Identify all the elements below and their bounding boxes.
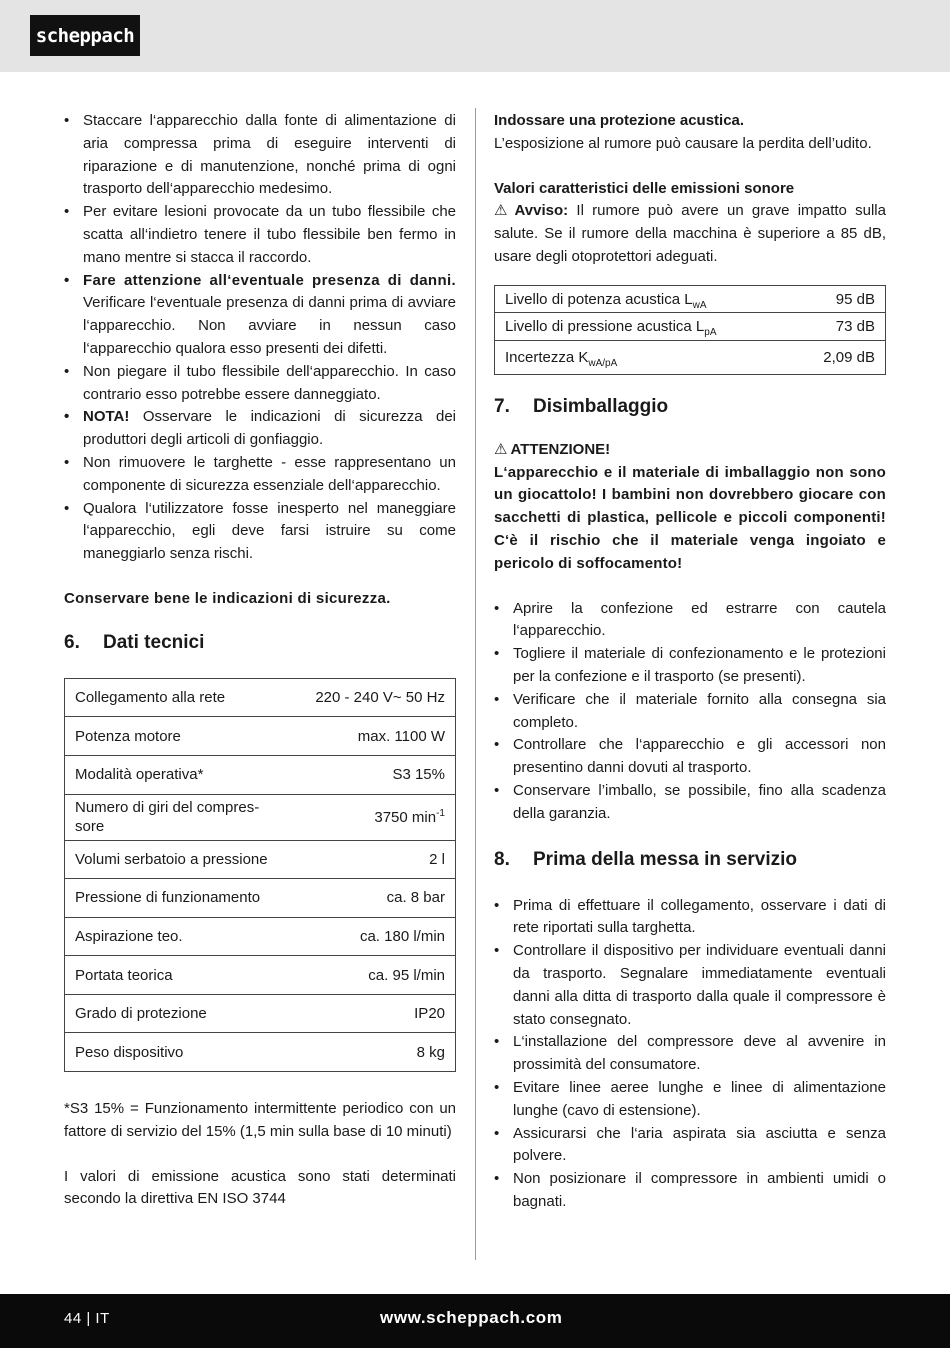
page-footer [0,1294,950,1348]
unpacking-list [494,598,886,826]
list-item: • Controllare il dispositivo per individuare eventuali danni da trasporto. Segnalare immediatamente eventuali danni alla ditta di trasporto dalla quale il compressore è stato consegnato. [494,940,886,1031]
table-row: Aspirazione teo. ca. 180 l/min [65,917,456,956]
list-item: • Fare attenzione all‘eventuale presenza di danni. Verificare l‘eventuale presenza di danni prima di avviare l‘apparecchio. Non avviare in nessun caso l‘apparecchio qualora esso presenti dei difetti. [64,270,456,361]
list-item: • Qualora l‘utilizzatore fosse inesperto nel maneggiare l‘apparecchio, egli deve farsi istruire su come maneggiarlo senza rischi. [64,498,456,566]
attention-text: L‘apparecchio e il materiale di imballaggio non sono un giocattolo! I bambini non dovrebbero giocare con sacchetti di plastica, pellicole e piccoli componenti! C‘è il rischio che il materiale venga ingoiato e pericolo di soffocamento! [494,463,886,572]
list-item: • Assicurarsi che l‘aria aspirata sia asciutta e senza polvere. [494,1123,886,1169]
website-link[interactable]: www.scheppach.com [380,1308,563,1327]
list-item: • Staccare l‘apparecchio dalla fonte di alimentazione di aria compressa prima di eseguire interventi di riparazione e di manutenzione, nonché prima di ogni trasporto dell‘apparecchio medesimo. [64,110,456,201]
table-row: Livello di potenza acustica $L_{wA}$ 95 dB [495,285,886,313]
list-item: • Conservare l’imballo, se possibile, fino alla scadenza della garanzia. [494,780,886,826]
list-item: • Non rimuovere le targhette - esse rappresentano un componente di sicurezza essenziale dell‘apparecchio. [64,452,456,498]
technical-data-table [64,678,456,1072]
scheppach-logo: scheppach [30,15,140,56]
section-6-heading: 6. Dati tecnici [64,631,205,653]
warning-triangle-icon: ⚠ [494,440,508,458]
hearing-protection-title: Indossare una protezione acustica. [494,112,745,129]
table-row: Incertezza $K_{wA/pA}$ 2,09 dB [495,340,886,374]
noise-values-title: Valori caratteristici delle emissioni sonore [494,179,795,197]
list-item: • Per evitare lesioni provocate da un tubo flessibile che scatta all‘indietro tenere il tubo flessibile ben fermo in mano mentre si stacca il raccordo. [64,201,456,269]
table-row: Volumi serbatoio a pressione 2 l [65,840,456,879]
table-row: Livello di pressione acustica $L_{pA}$ 73 dB [495,313,886,341]
list-item: • Prima di effettuare il collegamento, osservare i dati di rete riportati sulla targhetta. [494,895,886,941]
list-item: • Verificare che il materiale fornito alla consegna sia completo. [494,689,886,735]
column-divider [475,108,476,1260]
list-item: • Non piegare il tubo flessibile dell‘apparecchio. In caso contrario esso potrebbe essere danneggiato. [64,361,456,407]
right-column [494,110,886,1214]
table-row: Pressione di funzionamento ca. 8 bar [65,879,456,918]
table-row: Grado di protezione IP20 [65,994,456,1033]
table-row: Peso dispositivo 8 kg [65,1033,456,1072]
left-column [64,110,456,1211]
table-row: Modalità operativa* S3 15% [65,755,456,794]
section-8-heading: 8. Prima della messa in servizio [494,848,798,870]
noise-values-table [494,285,886,375]
hearing-protection-text: L’esposizione al rumore può causare la perdita dell’udito. [494,134,872,152]
noise-warning: ⚠ Avviso: Il rumore può avere un grave impatto sulla salute. Se il rumore della macchina è superiore a 85 dB, usare degli otoprotettori adeguati. [494,202,886,265]
list-item: • Aprire la confezione ed estrarre con cautela l‘apparecchio. [494,598,886,644]
table-row: Numero di giri del compres-sore 3750 $\min^{-1}$ [65,794,456,840]
list-item: • Togliere il materiale di confezionamento e le protezioni per la confezione e il trasporto (se presenti). [494,643,886,689]
page-header [0,0,950,72]
emission-note: I valori di emissione acustica sono stati determinati secondo la direttiva EN ISO 3744 [64,1167,456,1208]
table-row: Portata teorica ca. 95 l/min [65,956,456,995]
page-number: 44 | IT [64,1310,110,1327]
table-row: Potenza motore max. 1100 W [65,717,456,756]
list-item: • Controllare che l‘apparecchio e gli accessori non presentino danni dovuti al trasporto. [494,734,886,780]
duty-cycle-footnote: *S3 15% = Funzionamento intermittente periodico con un fattore di servizio del 15% (1,5 min sulla base di 10 minuti) [64,1100,456,1140]
list-item: • NOTA! Osservare le indicazioni di sicurezza dei produttori degli articoli di gonfiaggio. [64,406,456,452]
warning-triangle-icon: ⚠ [494,202,512,220]
list-item: • Evitare linee aeree lunghe e linee di alimentazione lunghe (cavo di estensione). [494,1077,886,1123]
keep-instructions-note: Conservare bene le indicazioni di sicurezza. [64,589,391,607]
attention-label: ⚠ ATTENZIONE! [494,440,611,458]
list-item: • L‘installazione del compressore deve al avvenire in prossimità del consumatore. [494,1031,886,1077]
list-item: • Non posizionare il compressore in ambienti umidi o bagnati. [494,1168,886,1214]
safety-list [64,110,456,566]
startup-list [494,895,886,1214]
section-7-heading: 7. Disimballaggio [494,395,669,417]
table-row: Collegamento alla rete 220 - 240 V~ 50 Hz [65,678,456,717]
